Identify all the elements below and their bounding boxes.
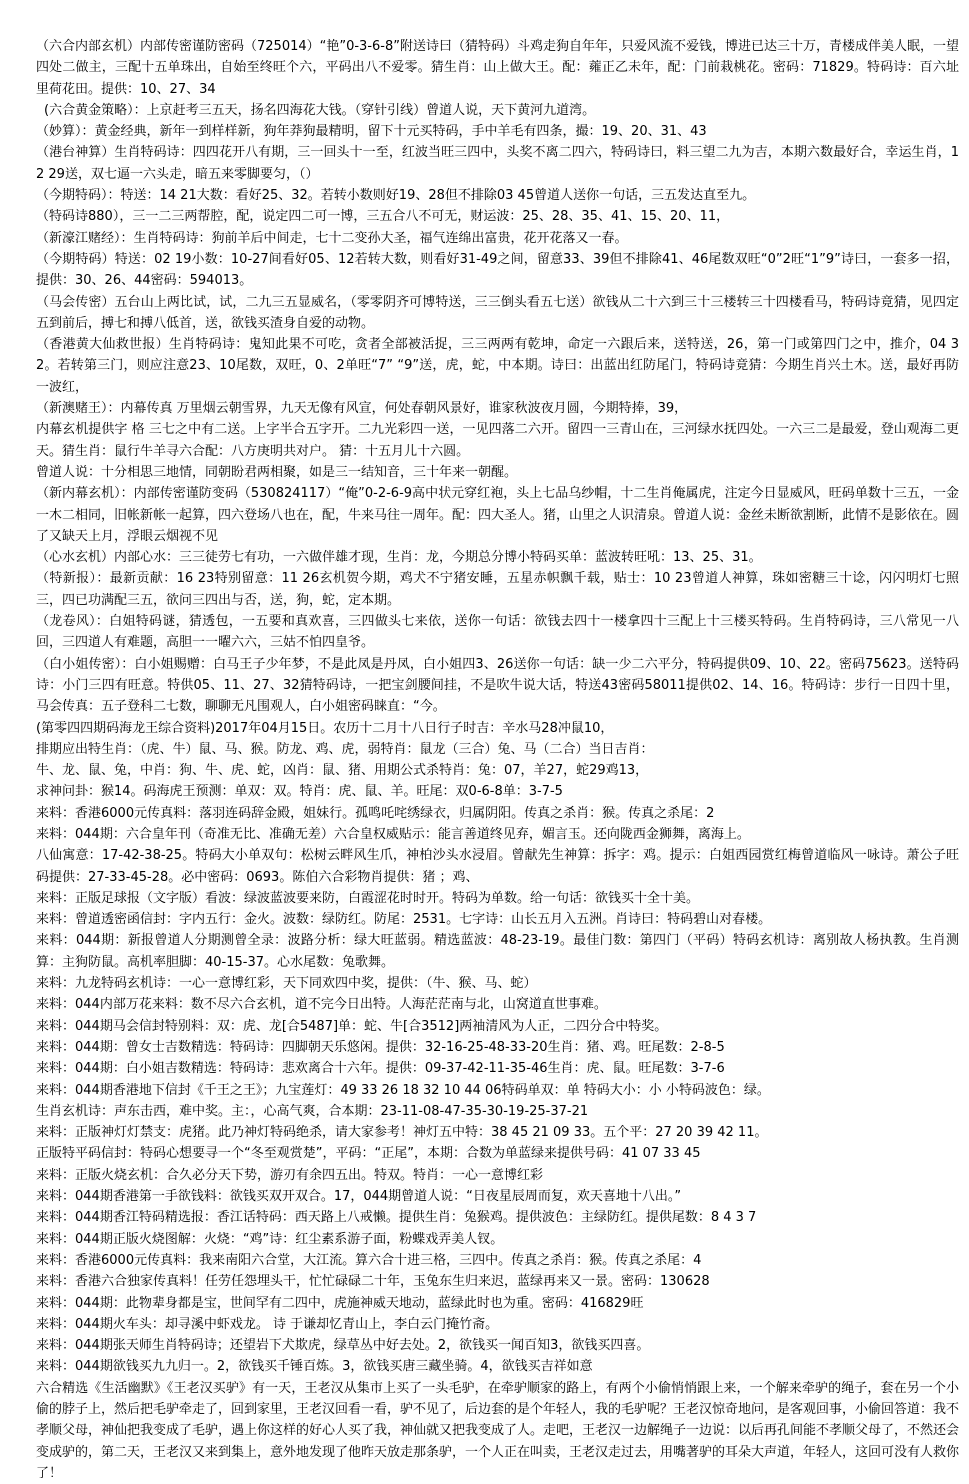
paragraph: （香港黄大仙救世报）生肖特码诗：鬼知此果不可吃，贪者全部被活捉，三三两两有乾坤，命定一六跟后来，送特送，26，第一门或第四门之中，推介，04 32。若转第三门，则应注意23、10尾数，双旺，0、2单旺“7” “9”送，虎，蛇，中本期。诗曰：出蓝出红防尾门，特码诗竟猜：今期生肖兴土木。送，最好再防一波红，	[36, 337, 959, 395]
paragraph: 求神问卦：猴14。码海虎王预测：单双：双。特肖：虎、鼠、羊。旺尾：双0-6-8单：3-7-5	[36, 784, 563, 800]
paragraph: 来料：曾道透密函信封：字内五行：金火。波数：绿防红。防尾：2531。七字诗：山长五月入五洲。肖诗曰：特码碧山对春楼。	[36, 912, 772, 928]
paragraph: 来料：044期火车头：却寻溪中虾戏龙。 诗 于谦却忆青山上，李白云门掩竹斋。	[36, 1316, 499, 1332]
paragraph: （马会传密）五台山上两比试，试，二九三五显威名，（零零阴齐可博特送，三三倒头看五七送）欲钱从二十六到三十三楼转三十四楼看马，特码诗竟猜，见四定五到前后，搏七和搏八低首，送，欲钱买渣身自爱的动物。	[36, 294, 959, 331]
paragraph: 来料：九龙特码玄机诗：一心一意博红彩，天下同欢四中奖，提供：（牛、猴、马、蛇）	[36, 976, 537, 992]
paragraph: 来料：044期：六合皇年刊（奇准无比、准确无差）六合皇权威贴示：能言善道终见弃，媚言玉。还向陇西金狮舞，离海上。	[36, 826, 750, 842]
paragraph: （妙算）：黄金经典，新年一到样样新，狗年莽狗最精明，留下十元买特码，手中羊毛有四条，撮：19、20、31、43	[36, 124, 707, 140]
paragraph: 来料：044期：曾女士吉数精选：特码诗：四脚朝天乐悠闲。提供：32-16-25-48-33-20生肖：猪、鸡。旺尾数：2-8-5	[36, 1039, 725, 1055]
paragraph: 来料：044期香江特码精选报：香江话特码：西天路上八戒懒。提供生肖：兔猴鸡。提供波色：主绿防红。提供尾数：8 4 3 7	[36, 1210, 757, 1226]
paragraph: 排期应出特生肖：（虎、牛）鼠、马、猴。防龙、鸡、虎，弱特肖：鼠龙（三合）兔、马（二合）当日吉肖：	[36, 741, 654, 757]
paragraph: 正版特平码信封：特码心想要寻一个“冬至观赏楚”，平码：“正尾”，本期：合数为单蓝绿来提供号码：41 07 33 45	[36, 1146, 701, 1162]
paragraph: （特码诗880），三一二三两帮腔，配，说定四二可一博，三五合八不可无，财运波：25、28、35、41、15、20、11，	[36, 209, 730, 225]
paragraph: 来料：正版火烧玄机：合久必分天下势，游刃有余四五出。特双。特肖：一心一意博红彩	[36, 1167, 544, 1183]
paragraph: （新澳赌王）：内幕传真 万里烟云朝雪界，九天无像有风宣，何处春朝风景好，谁家秋波夜月圆，今期特捧，39，	[36, 401, 688, 417]
paragraph: 来料：香港六合独家传真料！任劳任怨埋头干，忙忙碌碌二十年，玉兔东生归来迟，蓝绿再来又一景。密码：130628	[36, 1274, 710, 1290]
paragraph: （新内幕玄机）：内部传密谨防变码（530824117）“俺”0-2-6-9高中状元穿红袍，头上七品乌纱帽，十二生肖俺属虎，注定今日显威风，旺码单数十三五，一金一木二相同，旧帐新帐一起算，四六登场八也在，配，牛来马往一周年。配：四大圣人。猪，山里之人识清泉。曾道人说：金丝未断欲割断，此情不是影依在。圆了又缺天上月，浮眼云烟视不见	[36, 486, 960, 544]
paragraph: (第零四四期码海龙王综合资料)2017年04月15日。农历十二月十八日行子时吉：辛水马28冲鼠10，	[36, 720, 614, 736]
paragraph: 来料：香港6000元传真料：我来南阳六合堂，大江流。算六合十进三格，三四中。传真之杀肖：猴。传真之杀尾：4	[36, 1252, 702, 1268]
paragraph: 来料：正版足球报（文字版）看波：绿波蓝波要来防，白霞涩花时时开。特码为单数。给一句话：欲钱买十全十美。	[36, 890, 700, 906]
paragraph: 来料：044期正版火烧图解：火烧：“鸡”诗：红尘素系游子面，粉蝶戏弄美人钗。	[36, 1231, 504, 1247]
paragraph: 来料：044期马会信封特别料：双：虎、龙[合5487]单：蛇、牛[合3512]两袖清风为人正，二四分合中特奖。	[36, 1018, 668, 1034]
paragraph: （白小姐传密）：白小姐赐赠：白马王子少年梦，不是此凤是丹凤，白小姐四3、26送你一句话：缺一少二六平分，特码提供09、10、22。密码75623。送特码诗：小门三四有旺意。特供05、11、27、32猜特码诗，一把宝剑腰间挂，不是吹牛说大话，特送43密码58011提供02、14、16。特码诗：步行一日四十里，马会传真：五子登科二七数，聊聊无凡围观人，白小姐密码睐直：“今。	[36, 656, 959, 715]
paragraph: （龙卷风）：白姐特码谜，猜透包，一五要和真欢喜，三四做头七来依，送你一句话：欲钱去四十一楼拿四十三配上十三楼买特码。生肖特码诗，三八常见一八回，三四道人有难题，高胆一一曜六六，三姑不怕四皇爷。	[36, 614, 959, 651]
paragraph: 来料：香港6000元传真料：落羽连码辞金殿，姐妹行。孤鸣吒咤绣绿衣，归属阴阳。传真之杀肖：猴。传真之杀尾：2	[36, 805, 715, 821]
paragraph: 生肖玄机诗：声东击西，难中奖。主：，心高气爽，合本期：23-11-08-47-35-30-19-25-37-21	[36, 1103, 589, 1119]
paragraph: 来料：044期香港第一手欲钱料：欲钱买双开双合。17，044期曾道人说：“日夜星辰周而复，欢天喜地十八出。”	[36, 1189, 682, 1205]
paragraph: 来料：044期：白小姐吉数精选：特码诗：悲欢离合十六年。提供：09-37-42-11-35-46生肖：虎、鼠。旺尾数：3-7-6	[36, 1061, 725, 1077]
paragraph: 来料：044期香港地下信封《千王之王》；九宝莲灯：49 33 26 18 32 10 44 06特码单双：单 特码大小：小 小特码波色：绿。	[36, 1082, 770, 1098]
paragraph: 来料：044内部万花来料：数不尽六合玄机，道不完今日出特。人海茫茫南与北，山窝道直世事难。	[36, 997, 607, 1013]
story-paragraph: 六合精选《生活幽默》《王老汉买驴》有一天，王老汉从集市上买了一头毛驴，在牵驴顺家的路上，有两个小偷悄悄跟上来，一个解来牵驴的绳子，套在另一个小偷的脖子上，然后把毛驴牵走了，回到家里，王老汉回看一看，驴不见了，后边套的是个年轻人，我的毛驴呢？王老汉惊奇地问，是客观回事，小偷回答道：我不孝顺父母，神仙把我变成了毛驴，遇上你这样的好心人买了我，神仙就又把我变成了人。走吧，王老汉一边解绳子一边说：以后再孔间能不孝顺父母了，不然还会变成驴的，第二天，王老汉又来到集上，意外地发现了他昨天放走那条驴，一个人正在叫卖，王老汉走过去，用嘴著驴的耳朵大声道，年轻人，这回可没有人救你了！	[36, 1380, 960, 1481]
paragraph: （今期特码）：特送：14 21大数：看好25、32。若转小数则好19、28但不排除03 45曾道人送你一句话，三五发达直至九。	[36, 188, 756, 204]
paragraph: 来料：044期张天师生肖特码诗；还望岩下犬欺虎，绿草丛中好去处。2，欲钱买一闻百知3，欲钱买四喜。	[36, 1338, 650, 1354]
paragraph: 来料：044期欲钱买九九归一。2，欲钱买千锤百炼。3，欲钱买唐三藏坐骑。4，欲钱买吉祥如意	[36, 1359, 593, 1375]
paragraph: 曾道人说：十分相思三地情，同朝盼君两相聚，如是三一结知音，三十年来一朝醒。	[36, 464, 518, 480]
paragraph: (六合黄金策略）：上京赶考三五天，扬名四海花大钱。（穿针引线）曾道人说，天下黄河九道湾。	[44, 102, 596, 118]
paragraph: （新濠江赌经）：生肖特码诗：狗前羊后中间走，七十二变孙大圣，福气连绵出富贵，花开花落又一春。	[36, 230, 628, 246]
paragraph: （港台神算）生肖特码诗：四四花开八有期，三一回头十一至，红波当旺三四中，头奖不离二四六，特码诗曰，料三望二九为吉，本期六数最好合，幸运生肖，12 29送，双七逼一六头走，暗五来零脚要匀，（）	[36, 145, 959, 182]
paragraph: 牛、龙、鼠、兔，中肖：狗、牛、虎、蛇，凶肖：鼠、猪、用期公式杀特肖：兔：07，羊27，蛇29鸡13，	[36, 763, 649, 779]
paragraph: （特新报）：最新贡献：16 23特别留意：11 26玄机贺今期，鸡犬不宁猪安睡，五星赤帜飘千载，贴士：10 23曾道人神算，珠如密糖三十谂，闪闪明灯七照三，四已功满配三五，欲问三四出与否，送，狗，蛇，定本期。	[36, 571, 959, 608]
paragraph: （六合内部玄机）内部传密谨防密码（725014）“艳”0-3-6-8”附送诗曰（猜特码）斗鸡走狗自年年，只爱风流不爱钱，博进已达三十万，青楼成伴美人眠，一望四处二做主，三配十五单珠出，自始至终旺个六，平码出八不爱零。猜生肖：山上做大王。配：蕹正乙未年，配：门前栽桃花。密码：71829。特码诗：百六址里荷花田。提供：10、27、34	[36, 39, 959, 97]
paragraph: （今期特码）特送：02 19小数：10-27间看好05、12若转大数，则看好31-49之间，留意33、39但不排除41、46尾数双旺“0”2旺“1”9”诗曰，一套多一招，提供：30、26、44密码：594013。	[36, 251, 959, 289]
paragraph: 来料：正版神灯灯禁支：虎猪。此乃神灯特码绝杀，请大家参考！神灯五中特：38 45 21 09 33。五个平：27 20 39 42 11。	[36, 1125, 768, 1141]
paragraph: （心水玄机）内部心水：三三徒劳七有功，一六做伴雄才现，生肖：龙，今期总分博小特码买单：蓝波转旺吼：13、25、31。	[36, 550, 762, 566]
paragraph: 内幕玄机提供字 格 三七之中有二送。上字半合五字开。二九光彩四一送，一见四落二六开。留四一三青山在，三河绿水抚四处。一六三二是最爱，登山观海二更天。猜生肖：鼠行牛羊寻六合配：八方庚明共对户。 猜：十五月儿十六圆。	[36, 422, 959, 459]
paragraph: 八仙寓意：17-42-38-25。特码大小单双句：松树云畔风生爪，神柏沙头水浸眉。曾献先生神算：拆字：鸡。提示：白姐西园赏红梅曾道临风一咏诗。萧公子旺码提供：27-33-45-28。必中密码：0693。陈伯六合彩物肖提供：猪 ；鸡、	[36, 848, 959, 885]
paragraph: 来料：044期：此物辈身都是宝，世间罕有二四中，虎施神威天地动，蓝绿此时也为重。密码：416829旺	[36, 1295, 644, 1311]
paragraph: 来料：044期：新报曾道人分期测曾全录：波路分析：绿大旺蓝弱。精选蓝波：48-23-19。最佳门数：第四门（平码）特码玄机诗：离别故人杨执教。生肖测算：主狗防鼠。高机率胆脚：40-15-37。心水尾数：兔歌舞。	[36, 933, 959, 970]
